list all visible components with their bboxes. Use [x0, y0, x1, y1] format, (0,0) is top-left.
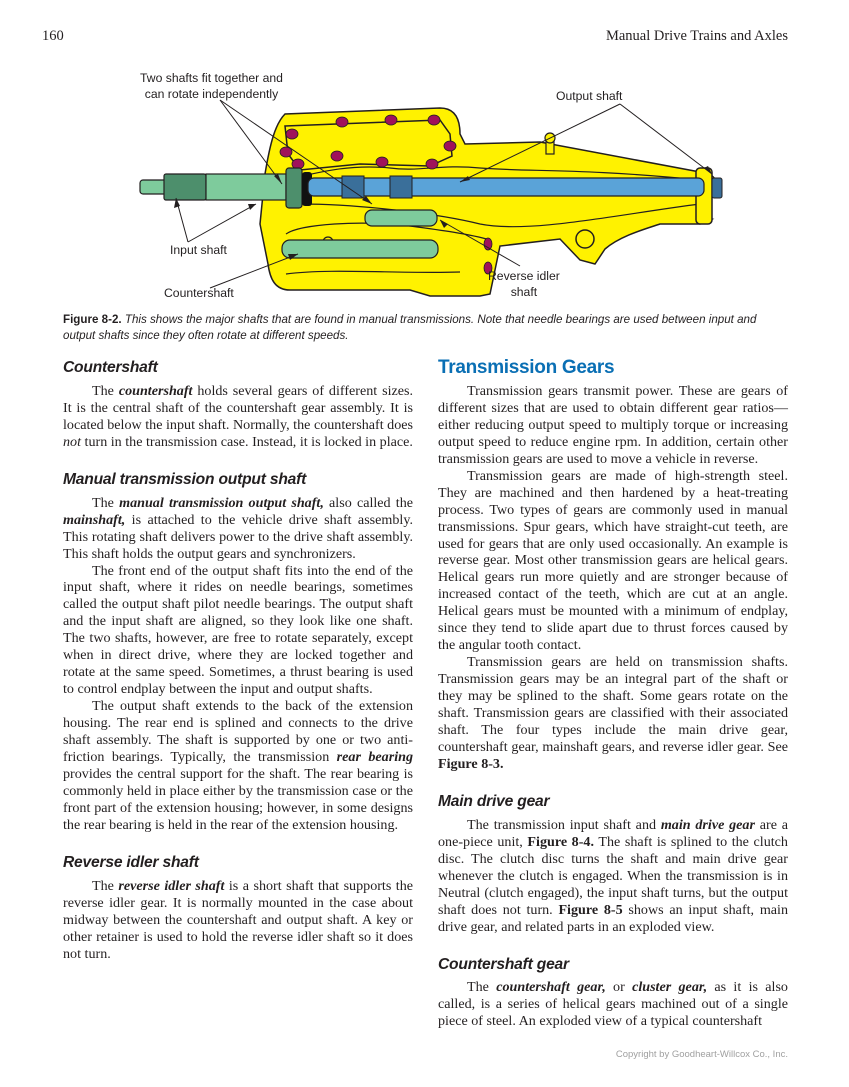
- key-term: cluster gear,: [632, 979, 708, 996]
- emphasis: not: [63, 433, 82, 450]
- callout-two-shafts: Two shafts fit together and can rotate independently: [140, 71, 283, 101]
- key-term: main drive gear: [660, 816, 755, 833]
- heading-countershaft-gear: Countershaft gear: [438, 955, 569, 973]
- paragraph: Transmission gears are held on transmission shafts. Transmission gears may be an integral part of the shaft or they may be splined to the shaft. Some gears rotate on the shaft. Transmission gears are classified with their associated shaft. The four types include the main drive gear, countershaft gear, mainshaft gears, and reverse idler gear. See Figure 8-3.: [438, 654, 788, 772]
- copyright-notice: Copyright by Goodheart-Willcox Co., Inc.: [615, 1049, 788, 1060]
- input-shaft: [140, 168, 312, 208]
- key-term: rear bearing: [336, 749, 413, 766]
- countershaft: [282, 240, 438, 258]
- section-output-shaft: [63, 472, 413, 834]
- key-term: countershaft gear,: [496, 979, 606, 996]
- heading-countershaft: Countershaft: [63, 359, 158, 376]
- paragraph: Transmission gears transmit power. These are gears of different sizes that are used to obtain different gear ratios—either reducing output speed to multiply torque or increasing output speed to reduce engine rpm. In addition, certain other transmission gears are used to move a vehicle in reverse.: [438, 382, 788, 467]
- heading-output-shaft: Manual transmission output shaft: [63, 470, 307, 488]
- paragraph: The countershaft gear, or cluster gear, as it is also called, is a series of helical gears machined out of a single piece of steel. An exploded view of a typical countershaft: [438, 979, 788, 1030]
- figure-reference[interactable]: Figure 8-3.: [438, 755, 504, 772]
- key-term: mainshaft,: [63, 511, 126, 528]
- figure-reference[interactable]: Figure 8-5: [558, 901, 623, 918]
- key-term: manual transmission output shaft,: [119, 494, 324, 511]
- figure-reference[interactable]: Figure 8-4.: [527, 833, 594, 850]
- key-term: countershaft: [118, 382, 193, 399]
- heading-reverse-idler: Reverse idler shaft: [63, 853, 199, 871]
- key-term: reverse idler shaft: [118, 877, 225, 894]
- section-reverse-idler: [63, 855, 413, 963]
- callout-input-shaft: Input shaft: [170, 243, 227, 257]
- paragraph: The countershaft holds several gears of different sizes. It is the central shaft of the countershaft gear assembly. It is located below the input shaft. Normally, the countershaft does not turn in the transmission case. Instead, it is locked in place.: [63, 382, 414, 450]
- output-shaft: [308, 176, 722, 198]
- paragraph: The output shaft extends to the back of the extension housing. The rear end is splined and connects to the drive shaft assembly. The shaft is supported by one or two anti-friction bearings. Typically, the transmission rear bearing provides the central support for the shaft. The rear bearing is commonly held in place either by the transmission case or the front part of the extension housing; however, in some designs the rear bearing is held in the rear of the extension housing.: [63, 698, 413, 833]
- section-countershaft: [63, 360, 413, 451]
- callout-countershaft: Countershaft: [164, 286, 234, 300]
- section-main-drive-gear: [438, 794, 788, 936]
- page-number: 160: [42, 28, 64, 44]
- section-countershaft-gear: [438, 957, 788, 1031]
- left-column: [63, 360, 413, 984]
- running-head: Manual Drive Trains and Axles: [605, 28, 788, 44]
- figure-caption: [63, 312, 791, 344]
- paragraph: Transmission gears are made of high-strength steel. They are machined and then hardened by a heat-treating process. Two types of gears are commonly used in manual transmissions. Spur gears, which have straight-cut teeth, are used for gears that are only used occasionally. An example is reverse gear. Most other transmission gears are helical gears. Helical gears run more quietly and are stronger because of increased contact of the teeth, which are cut at an angle. Helical gears must be mounted with a minimum of endplay, since they tend to slide apart due to thrust forces caused by the angular tooth contact.: [438, 467, 788, 654]
- paragraph: The reverse idler shaft is a short shaft that supports the reverse idler gear. It is normally mounted in the case about midway between the countershaft and output shaft. A key or other retainer is used to hold the reverse idler shaft so it does not turn.: [63, 877, 414, 962]
- heading-main-drive-gear: Main drive gear: [438, 792, 550, 810]
- callout-reverse-idler: Reverse idler shaft: [488, 269, 560, 299]
- callout-output-shaft: Output shaft: [556, 89, 623, 103]
- section-transmission-gears: [438, 357, 788, 773]
- paragraph: The front end of the output shaft fits into the end of the input shaft, where it rides on needle bearings, sometimes called the output shaft pilot needle bearings. The output shaft and the input shaft are aligned, so they look like one shaft. The two shafts, however, are free to rotate separately, except when in direct drive, where they are locked together and rotate at the same speed. Sometimes, a thrust bearing is used to control endplay between the input and output shafts.: [63, 562, 413, 698]
- paragraph: The manual transmission output shaft, also called the mainshaft, is attached to the vehicle drive shaft assembly. This rotating shaft delivers power to the drive shaft assembly. This shaft holds the output gears and synchronizers.: [63, 494, 413, 562]
- reverse-idler-shaft: [365, 210, 437, 226]
- heading-transmission-gears: Transmission Gears: [438, 357, 615, 378]
- figure-label: Figure 8-2.: [63, 313, 122, 326]
- paragraph: The transmission input shaft and main drive gear are a one-piece unit, Figure 8-4. The shaft is splined to the clutch disc. The clutch disc turns the shaft and main drive gear whenever the clutch is engaged. When the transmission is in Neutral (clutch engaged), the input shaft turns, but the output shaft does not turn. Figure 8-5 shows an input shaft, main drive gear, and related parts in an exploded view.: [438, 816, 789, 935]
- right-column: [438, 357, 789, 1051]
- figure-caption-text: This shows the major shafts that are found in manual transmissions. Note that needle bearings are used between input and output shafts since they often rotate at different speeds.: [63, 313, 757, 342]
- figure-8-2: [60, 64, 790, 306]
